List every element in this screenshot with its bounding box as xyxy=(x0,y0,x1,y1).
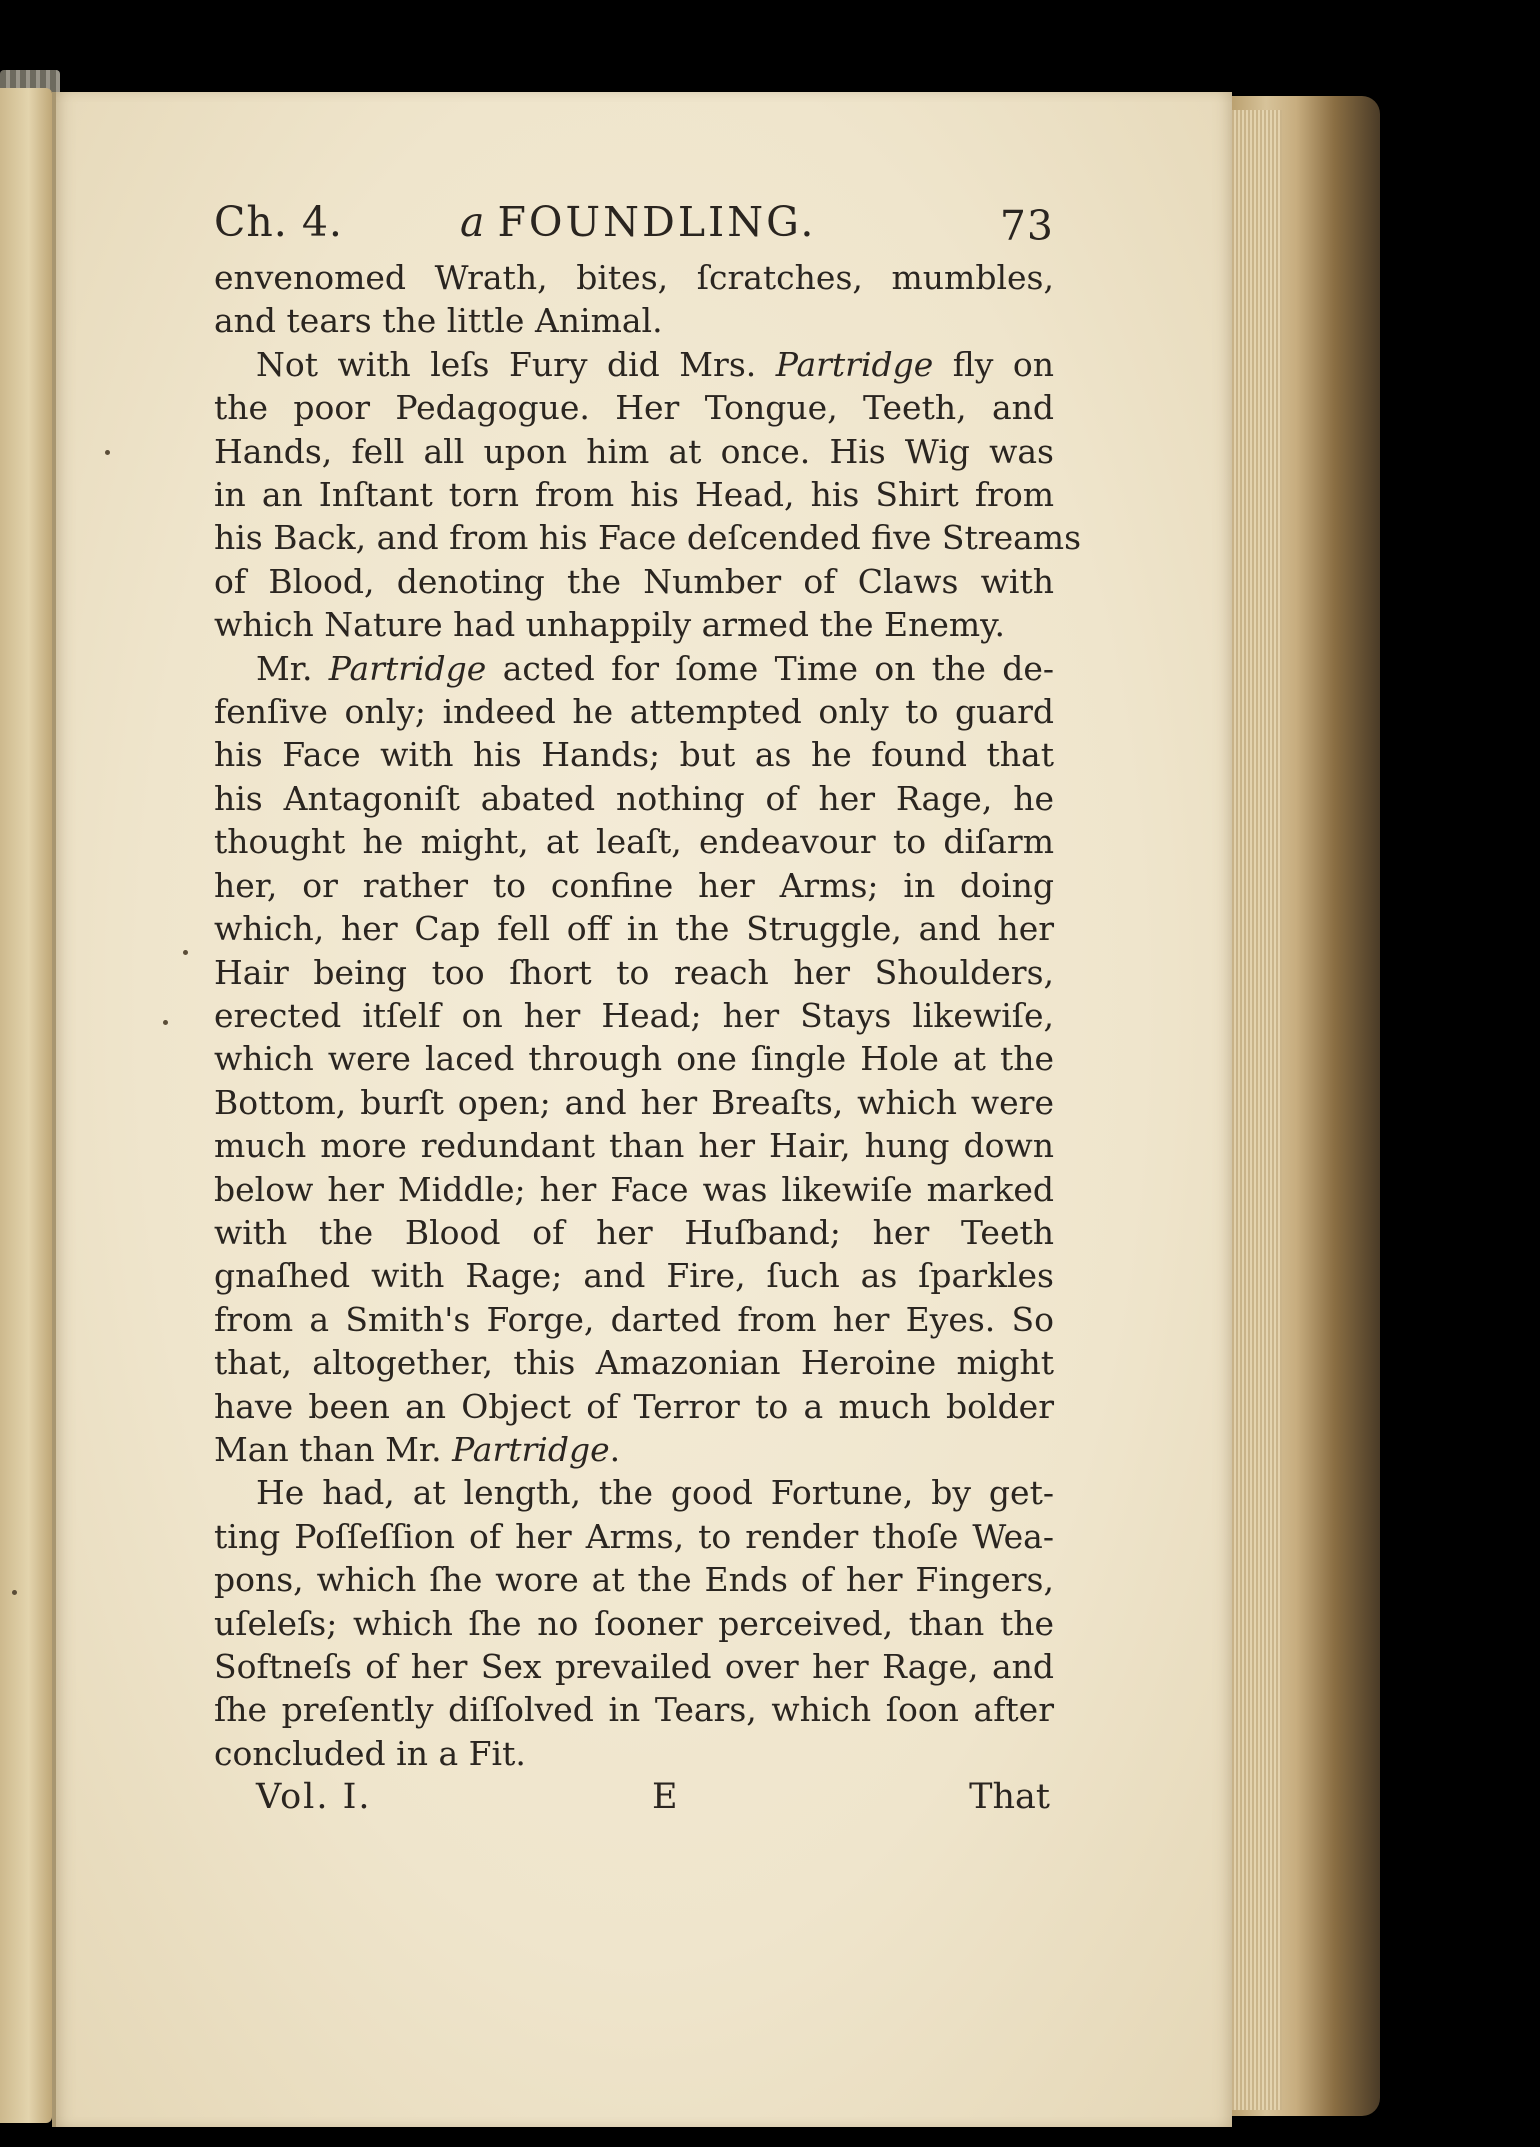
text-segment: Not with leſs Fury did Mrs. xyxy=(256,344,776,384)
text-line: his Antagoniſt abated nothing of her Rage, he xyxy=(214,778,1054,818)
text-line: which Nature had unhappily armed the Enemy. xyxy=(214,605,1005,645)
text-line: that, altogether, this Amazonian Heroine might xyxy=(214,1343,1054,1383)
page-gutter xyxy=(52,92,56,2127)
text-line: from a Smith's Forge, darted from her Eyes. So xyxy=(214,1299,1054,1339)
italic-name: Partridge xyxy=(452,1429,610,1469)
running-title-prefix: a xyxy=(460,198,488,246)
text-line: pons, which ſhe wore at the Ends of her Fingers, xyxy=(214,1560,1054,1600)
running-title-text: FOUNDLING. xyxy=(497,198,817,246)
ink-speck xyxy=(183,950,188,955)
text-line xyxy=(214,1428,1054,1471)
text-line: uſeleſs; which ſhe no ſooner perceived, than the xyxy=(214,1603,1054,1643)
running-head xyxy=(214,198,1054,256)
ink-speck xyxy=(163,1020,168,1025)
text-line: gnaſhed with Rage; and Fire, ſuch as ſparkles xyxy=(214,1256,1054,1296)
text-line: have been an Object of Terror to a much bolder xyxy=(214,1386,1054,1426)
text-line: and tears the little Animal. xyxy=(214,301,663,341)
text-line: of Blood, denoting the Number of Claws with xyxy=(214,561,1054,601)
page-footer xyxy=(214,1777,1054,1827)
text-line: the poor Pedagogue. Her Tongue, Teeth, and xyxy=(214,388,1054,428)
text-line: fenſive only; indeed he attempted only to guard xyxy=(214,692,1054,732)
text-line: ſhe preſently diſſolved in Tears, which ſoon after xyxy=(214,1690,1054,1730)
text-line: much more redundant than her Hair, hung down xyxy=(214,1126,1054,1166)
text-line: which were laced through one ſingle Hole at the xyxy=(214,1039,1054,1079)
text-line: erected itſelf on her Head; her Stays likewiſe, xyxy=(214,995,1054,1035)
ink-speck xyxy=(12,1590,17,1595)
text-line: Hands, fell all upon him at once. His Wig was xyxy=(214,431,1054,471)
text-line: Bottom, burſt open; and her Breaſts, which were xyxy=(214,1082,1054,1122)
text-line: in an Inſtant torn from his Head, his Shirt from xyxy=(214,475,1054,515)
running-title xyxy=(460,198,816,246)
volume-label: Vol. I. xyxy=(256,1777,372,1818)
text-line: her, or rather to confine her Arms; in doing xyxy=(214,865,1054,905)
text-segment: acted for ſome Time on the de- xyxy=(486,648,1055,688)
text-segment: fly on xyxy=(933,344,1054,384)
text-segment: . xyxy=(609,1429,621,1469)
text-block xyxy=(214,198,1082,1827)
text-line: envenomed Wrath, bites, ſcratches, mumbles, xyxy=(214,258,1054,297)
text-line: concluded in a Fit. xyxy=(214,1733,526,1773)
text-line: his Face with his Hands; but as he found that xyxy=(214,735,1054,775)
text-line: Hair being too ſhort to reach her Shoulders, xyxy=(214,952,1054,992)
chapter-number: Ch. 4. xyxy=(214,198,343,246)
previous-page-edge xyxy=(0,88,52,2123)
text-line xyxy=(214,647,1054,690)
text-line: below her Middle; her Face was likewiſe marked xyxy=(214,1169,1054,1209)
text-line xyxy=(214,343,1054,386)
italic-name: Partridge xyxy=(775,344,934,384)
ink-speck xyxy=(105,450,110,455)
text-segment: Man than Mr. xyxy=(214,1429,453,1469)
text-line: ting Poſſeſſion of her Arms, to render thoſe Wea- xyxy=(214,1516,1054,1556)
body-text xyxy=(214,256,1082,1775)
text-line: which, her Cap fell off in the Struggle, and her xyxy=(214,909,1054,949)
text-line: his Back, and from his Face deſcended five Streams xyxy=(214,518,1082,558)
text-line: He had, at length, the good Fortune, by get- xyxy=(256,1473,1054,1513)
catchword: That xyxy=(969,1777,1050,1818)
italic-name: Partridge xyxy=(328,648,487,688)
signature-mark: E xyxy=(652,1777,678,1818)
text-line: Softneſs of her Sex prevailed over her Rage, and xyxy=(214,1647,1054,1686)
text-line: thought he might, at leaſt, endeavour to diſarm xyxy=(214,822,1054,862)
text-line: with the Blood of her Huſband; her Teeth xyxy=(214,1212,1054,1252)
page-number: 73 xyxy=(999,202,1054,250)
text-segment: Mr. xyxy=(256,648,329,688)
